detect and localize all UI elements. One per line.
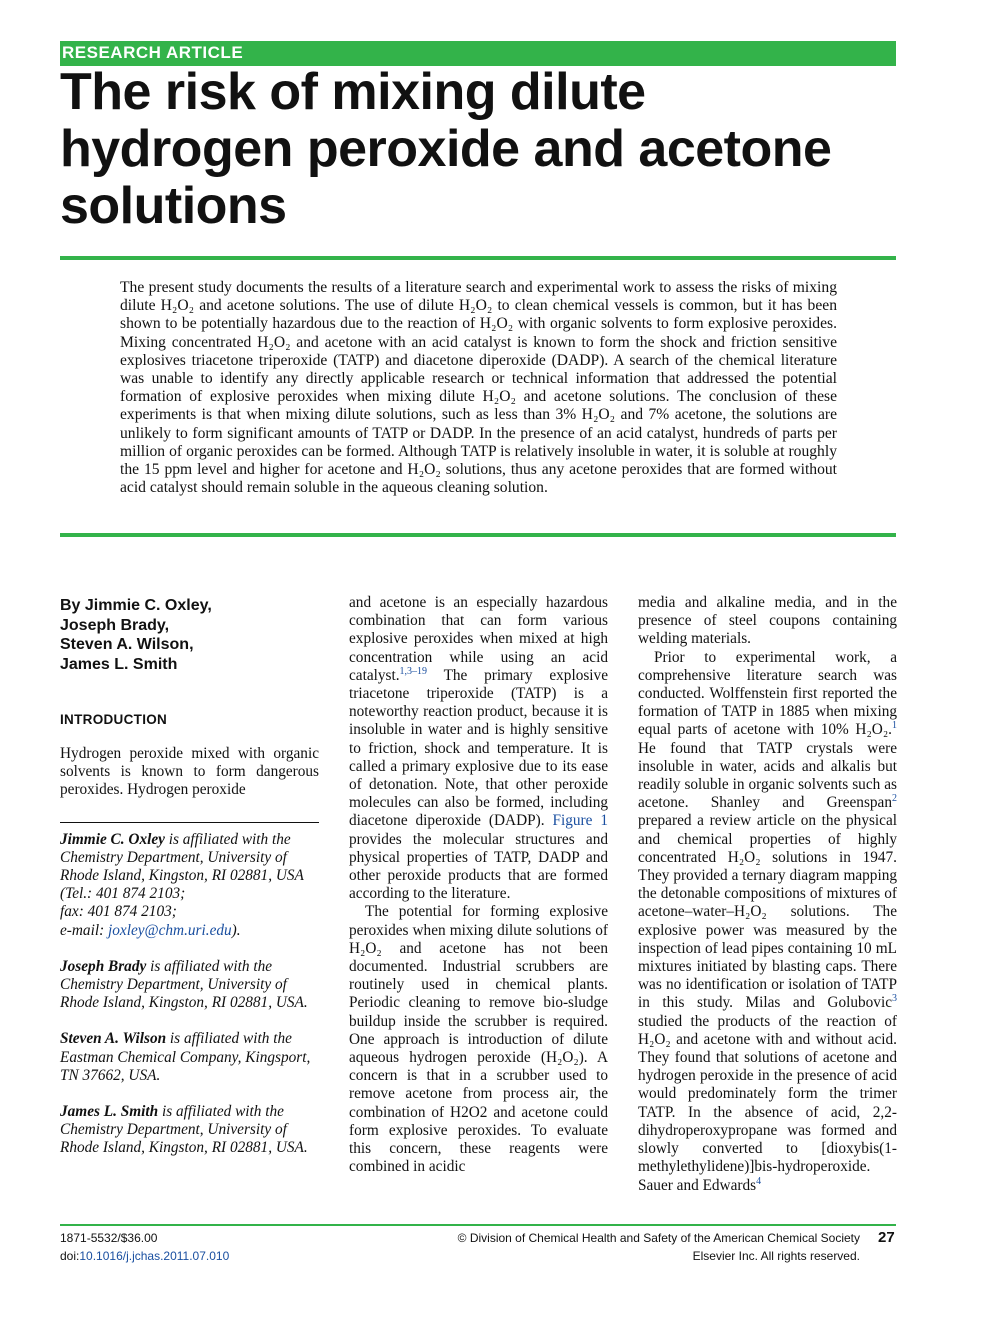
author-name: James L. Smith bbox=[60, 655, 178, 673]
author-name: Steven A. Wilson, bbox=[60, 636, 194, 653]
affiliation-wilson bbox=[60, 1030, 319, 1085]
copyright-notice: © Division of Chemical Health and Safety of the American Chemical Society bbox=[457, 1231, 860, 1245]
title-divider bbox=[60, 256, 896, 260]
affiliation-email-label: e-mail: bbox=[60, 921, 108, 939]
column-3 bbox=[638, 594, 897, 1195]
affiliation-email-end: ). bbox=[231, 921, 241, 939]
affiliation-name: Jimmie C. Oxley bbox=[60, 830, 165, 848]
footer-divider bbox=[60, 1224, 896, 1226]
citation-link[interactable]: 1 bbox=[892, 720, 897, 732]
affiliation-name: Joseph Brady bbox=[60, 957, 147, 975]
figure-link[interactable]: Figure 1 bbox=[552, 812, 608, 830]
affiliation-text: is affiliated with the Chemistry Department, University of Rhode Island, Kingston, RI 02881, USA (Tel.: 401 874 2103; bbox=[60, 830, 304, 903]
affiliation-oxley bbox=[60, 831, 319, 940]
affiliation-text: is affiliated with the Chemistry Department, University of Rhode Island, Kingston, RI 02881, USA. bbox=[60, 957, 308, 1012]
email-link[interactable]: joxley@chm.uri.edu bbox=[108, 921, 232, 939]
citation-link[interactable]: 2 bbox=[892, 793, 897, 805]
affiliation-divider bbox=[60, 822, 319, 823]
body-paragraph: media and alkaline media, and in the presence of steel coupons containing welding materials. bbox=[638, 594, 897, 648]
doi bbox=[60, 1249, 229, 1263]
citation-link[interactable]: 1,3–19 bbox=[399, 665, 428, 677]
column-2 bbox=[349, 594, 608, 1177]
affiliation-brady bbox=[60, 958, 319, 1013]
body-paragraph bbox=[638, 649, 897, 1195]
affiliation-text: is affiliated with the Eastman Chemical Company, Kingsport, TN 37662, USA. bbox=[60, 1030, 311, 1084]
affiliation-text: is affiliated with the Chemistry Department, University of Rhode Island, Kingston, RI 02881, USA. bbox=[60, 1103, 308, 1157]
article-title: The risk of mixing dilute hydrogen peroxide and acetone solutions bbox=[60, 63, 832, 235]
citation-link[interactable]: 4 bbox=[756, 1175, 762, 1187]
text-run: provides the molecular structures and physical properties of TATP, DADP and other peroxide products that are formed according to the literature. bbox=[349, 830, 608, 903]
affiliation-name: Steven A. Wilson bbox=[60, 1030, 167, 1048]
author-list bbox=[60, 596, 319, 674]
doi-link[interactable]: 10.1016/j.jchas.2011.07.010 bbox=[79, 1249, 230, 1263]
issn-price: 1871-5532/$36.00 bbox=[60, 1231, 158, 1245]
affiliation-fax: fax: 401 874 2103; bbox=[60, 903, 177, 921]
abstract: The present study documents the results of a literature search and experimental work to assess the risks of mixing dilute H₂O₂ and acetone solutions. The use of dilute H₂O₂ to clean chemical vessels is common, but it has been shown to be potentially hazardous due to the reaction of H₂O₂ with organic solvents to form explosive peroxides. Mixing concentrated H₂O₂ and acetone with an acid catalyst is known to form the shock and friction sensitive explosives triacetone triperoxide (TATP) and diacetone diperoxide (DADP). A search of the chemical literature was unable to identify any directly applicable research or technical information that addressed the potential formation of explosive peroxides when mixing dilute H₂O₂ and acetone solutions. The conclusion of these experiments is that when mixing dilute solutions, such as less than 3% H₂O₂ and 7% acetone, the solutions are unlikely to form significant amounts of TATP or DADP. In the presence of an acid catalyst, hundreds of parts per million of organic peroxides can be formed. Although TATP is relatively insoluble in water, it is soluble at roughly the 15 ppm level and higher for acetone and H₂O₂ solutions, thus any acetone peroxides that are formed without acid catalyst should remain soluble in the aqueous cleaning solution. bbox=[120, 279, 837, 497]
rights-notice: Elsevier Inc. All rights reserved. bbox=[692, 1249, 860, 1263]
intro-paragraph: Hydrogen peroxide mixed with organic solvents is known to form dangerous peroxides. Hydrogen peroxide bbox=[60, 745, 319, 799]
affiliation-smith bbox=[60, 1103, 319, 1158]
text-run: prepared a review article on the physical and chemical properties of highly concentrated H₂O₂ solutions in 1947. They provided a ternary diagram mapping the detonable compositions of mixtures of acetone–water–H₂O₂ solutions. The explosive power was measured by the inspection of lead pipes containing 10 mL mixtures initiated by blasting caps. There was no identification or isolation of TATP in this study. Milas and Golubovic bbox=[638, 812, 897, 1012]
citation-link[interactable]: 3 bbox=[892, 993, 897, 1005]
body-paragraph: The potential for forming explosive peroxides when mixing dilute solutions of H₂O₂ and acetone has not been documented. Industrial scrubbers are routinely used in chemical plants. Periodic cleaning to remove bio-sludge buildup inside the scrubber is required. One approach is introduction of dilute aqueous hydrogen peroxide (H₂O₂). A concern is that in a scrubber used to remove acetone from process air, the combination of H2O2 and acetone could form explosive peroxides. To evaluate this concern, these reagents were combined in acidic bbox=[349, 903, 608, 1176]
text-run: Prior to experimental work, a comprehensive literature search was conducted. Wolffenstein first reported the formation of TATP in 1885 when mixing equal parts of acetone with 10% H₂O₂. bbox=[638, 648, 897, 739]
body-paragraph bbox=[349, 594, 608, 903]
text-run: He found that TATP crystals were insoluble in water, acids and alkalis but readily soluble in organic solvents such as acetone. Shanley and Greenspan bbox=[638, 739, 897, 812]
author-name: Joseph Brady, bbox=[60, 616, 170, 634]
article-type-label: RESEARCH ARTICLE bbox=[62, 43, 244, 62]
page-number: 27 bbox=[878, 1229, 895, 1246]
text-run: studied the products of the reaction of H₂O₂ and acetone with and without acid. They found that solutions of acetone and hydrogen peroxide in the presence of acid would predominately form the trimer TATP. In the absence of acid, 2,2-dihydroperoxypropane was formed and slowly converted to [dioxybis(1-methylethylidene)]bis-hydroperoxide. Sauer and Edwards bbox=[638, 1012, 897, 1194]
affiliation-name: James L. Smith bbox=[60, 1103, 159, 1121]
column-1 bbox=[60, 594, 319, 1176]
text-run: The primary explosive triacetone triperoxide (TATP) is a noteworthy reaction product, because it is insoluble in water and is highly sensitive to friction, shock and temperature. It is called a primary explosive due to its ease of detonation. Note, that other peroxide molecules can also be formed, including diacetone diperoxide (DADP). bbox=[349, 666, 608, 830]
author-name: By Jimmie C. Oxley, bbox=[60, 597, 212, 614]
abstract-divider bbox=[60, 533, 896, 537]
section-heading-introduction: INTRODUCTION bbox=[60, 712, 168, 727]
doi-label: doi: bbox=[60, 1249, 80, 1263]
text-run: and acetone is an especially hazardous combination that can form various explosive peroxides when mixed at high concentration while using an acid catalyst. bbox=[349, 594, 608, 684]
